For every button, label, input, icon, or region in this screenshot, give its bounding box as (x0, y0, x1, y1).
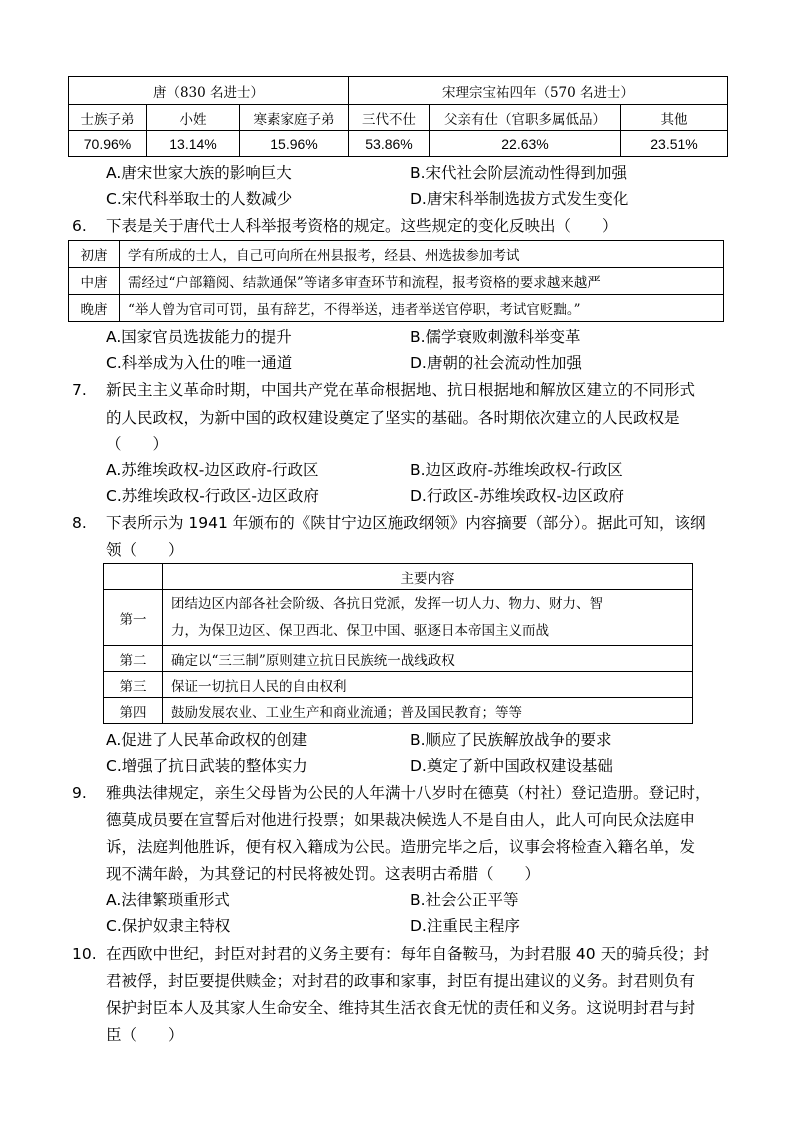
q8-option-b[interactable]: B.顺应了民族解放战争的要求 (410, 731, 612, 749)
table1-header: 寒素家庭子弟 (240, 105, 349, 131)
q9-stem-line: 现不满年龄，为其登记的村民将被处罚。这表明古希腊（ ） (106, 865, 541, 883)
q9-number: 9. (72, 784, 87, 802)
q8-row-line: 力，为保卫边区、保卫西北、保卫中国、驱逐日本帝国主义而战 (171, 622, 549, 639)
q7-stem-line: （ ） (106, 435, 169, 453)
q7-option-a[interactable]: A.苏维埃政权-边区政府-行政区 (106, 461, 319, 479)
q6-option-a[interactable]: A.国家官员选拔能力的提升 (106, 328, 292, 346)
table1-header: 士族子弟 (69, 105, 147, 131)
q6-period: 中唐 (69, 268, 120, 295)
q7-option-c[interactable]: C.苏维埃政权-行政区-边区政府 (106, 487, 319, 505)
q9-option-b[interactable]: B.社会公正平等 (410, 891, 519, 909)
jinshi-origin-table (68, 76, 728, 157)
q6-period: 初唐 (69, 241, 120, 268)
q9-stem-line: 雅典法律规定，亲生父母皆为公民的人年满十八岁时在德莫（村社）登记造册。登记时， (106, 784, 711, 802)
q8-number: 8. (72, 514, 87, 532)
q6-option-b[interactable]: B.儒学衰败刺激科举变革 (410, 328, 581, 346)
table1-value: 15.96% (240, 131, 349, 157)
q8-option-a[interactable]: A.促进了人民革命政权的创建 (106, 731, 308, 749)
q6-rule: 需经过“户部籍阅、结款通保”等诸多审查环节和流程，报考资格的要求越来越严 (120, 268, 724, 295)
q7-stem-line: 的人民政权，为新中国的政权建设奠定了坚实的基础。各时期依次建立的人民政权是 (106, 409, 680, 427)
q7-number: 7. (72, 381, 87, 399)
q6-option-d[interactable]: D.唐朝的社会流动性加强 (410, 354, 582, 372)
q6-rule: 学有所成的士人，自己可向所在州县报考，经县、州选拔参加考试 (120, 241, 724, 268)
q8-header: 主要内容 (163, 564, 693, 590)
table1-header: 父亲有仕（官职多属低品） (430, 105, 621, 131)
table1-value: 13.14% (147, 131, 240, 157)
q8-row-content: 确定以“三三制”原则建立抗日民族统一战线政权 (163, 646, 693, 672)
q8-program-table (103, 563, 693, 724)
q6-stem: 下表是关于唐代士人科举报考资格的规定。这些规定的变化反映出（ ） (106, 217, 618, 235)
q8-row-content (163, 590, 693, 646)
q9-option-d[interactable]: D.注重民主程序 (410, 917, 520, 935)
q10-stem-line: 保护封臣本人及其家人生命安全、维持其生活衣食无忧的责任和义务。这说明封君与封 (106, 999, 696, 1017)
q6-number: 6. (72, 217, 87, 235)
q8-option-d[interactable]: D.奠定了新中国政权建设基础 (410, 757, 613, 775)
table1-group-song: 宋理宗宝祐四年（570 名进士） (349, 77, 728, 105)
q10-stem-line: 君被俘，封臣要提供赎金；对封君的政事和家事，封臣有提出建议的义务。封君则负有 (106, 972, 696, 990)
q8-row-label: 第二 (104, 646, 163, 672)
q9-stem-line: 诉，法庭判他胜诉，便有权入籍成为公民。造册完毕之后，议事会将检查入籍名单，发 (106, 838, 696, 856)
q9-option-c[interactable]: C.保护奴隶主特权 (106, 917, 231, 935)
table1-value: 23.51% (621, 131, 728, 157)
table1-value: 70.96% (69, 131, 147, 157)
q8-option-c[interactable]: C.增强了抗日武装的整体实力 (106, 757, 308, 775)
q6-option-c[interactable]: C.科举成为入仕的唯一通道 (106, 354, 293, 372)
q7-stem-line: 新民主主义革命时期，中国共产党在革命根据地、抗日根据地和解放区建立的不同形式 (106, 381, 696, 399)
q10-stem-line: 臣（ ） (106, 1026, 184, 1044)
q8-row-content: 保证一切抗日人民的自由权利 (163, 672, 693, 698)
q8-stem-line: 领（ ） (106, 541, 184, 559)
q8-row-label: 第三 (104, 672, 163, 698)
q8-row-line: 团结边区内部各社会阶级、各抗日党派，发挥一切人力、物力、财力、智 (171, 595, 603, 612)
q9-stem-line: 德莫成员要在宣誓后对他进行投票；如果裁决候选人不是自由人，此人可向民众法庭申 (106, 811, 696, 829)
q6-period: 晚唐 (69, 295, 120, 322)
q5-option-d[interactable]: D.唐宋科举制选拔方式发生变化 (410, 190, 629, 208)
q8-stem-line: 下表所示为 1941 年颁布的《陕甘宁边区施政纲领》内容摘要（部分）。据此可知，该纲 (106, 514, 706, 532)
q6-rule: “举人曾为官司可罚，虽有辞艺，不得举送，违者举送官停职，考试官贬黜。” (120, 295, 724, 322)
q8-row-label: 第一 (104, 590, 163, 646)
table1-header: 三代不仕 (349, 105, 430, 131)
q7-option-d[interactable]: D.行政区-苏维埃政权-边区政府 (410, 487, 625, 505)
table1-value: 53.86% (349, 131, 430, 157)
q10-number: 10. (72, 945, 97, 963)
table1-group-tang: 唐（830 名进士） (69, 77, 349, 105)
q5-option-b[interactable]: B.宋代社会阶层流动性得到加强 (410, 164, 628, 182)
q10-stem-line: 在西欧中世纪，封臣对封君的义务主要有：每年自备鞍马，为封君服 40 天的骑兵役；封 (106, 945, 710, 963)
q8-header-blank (104, 564, 163, 590)
table1-value: 22.63% (430, 131, 621, 157)
q6-table (68, 240, 724, 322)
table1-header: 小姓 (147, 105, 240, 131)
q5-option-c[interactable]: C.宋代科举取士的人数减少 (106, 190, 293, 208)
q7-option-b[interactable]: B.边区政府-苏维埃政权-行政区 (410, 461, 623, 479)
table1-header: 其他 (621, 105, 728, 131)
q8-row-label: 第四 (104, 698, 163, 724)
q8-row-content: 鼓励发展农业、工业生产和商业流通；普及国民教育；等等 (163, 698, 693, 724)
q5-option-a[interactable]: A.唐宋世家大族的影响巨大 (106, 164, 292, 182)
q9-option-a[interactable]: A.法律繁琐重形式 (106, 891, 230, 909)
